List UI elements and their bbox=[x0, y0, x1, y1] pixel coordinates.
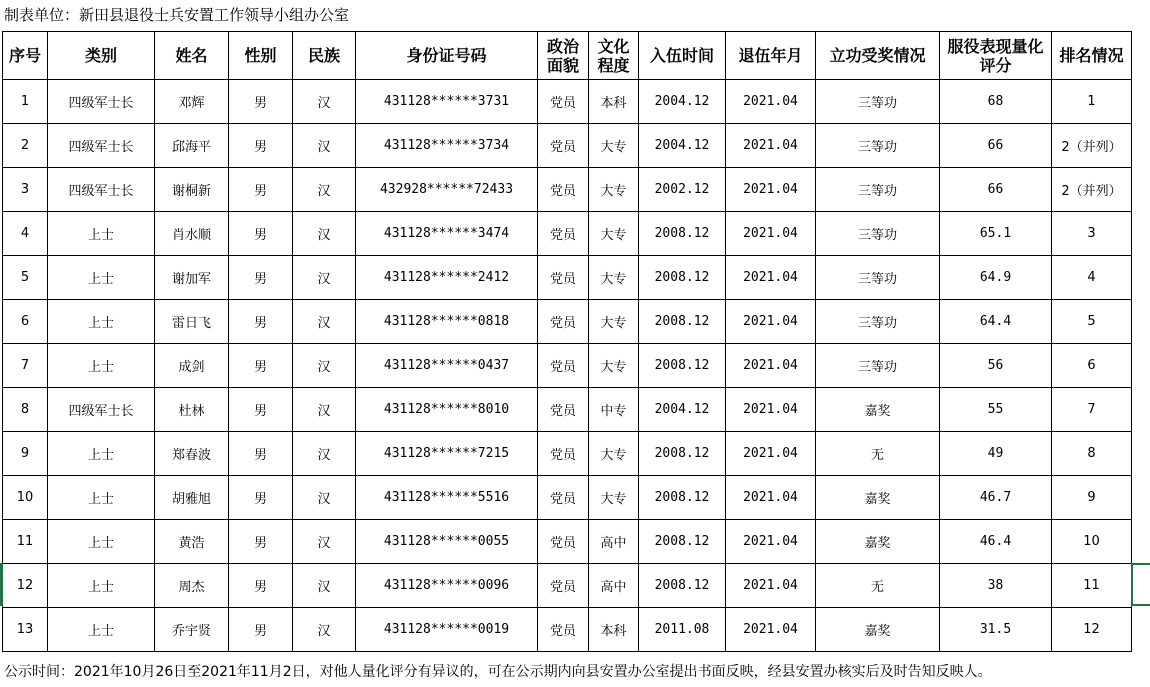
cell-political-status[interactable]: 党员 bbox=[538, 256, 589, 300]
table-row bbox=[3, 168, 1132, 212]
cell-index[interactable]: 4 bbox=[3, 212, 48, 256]
cell-enlist-date[interactable]: 2008.12 bbox=[639, 256, 726, 300]
cell-education[interactable]: 中专 bbox=[589, 388, 639, 432]
cell-rank[interactable]: 2（并列） bbox=[1052, 168, 1132, 212]
col-header-score[interactable]: 服役表现量化 评分 bbox=[940, 32, 1052, 80]
col-header-awards[interactable]: 立功受奖情况 bbox=[816, 32, 940, 80]
cell-id-number[interactable]: 431128******0055 bbox=[356, 520, 538, 564]
cell-political-status[interactable]: 党员 bbox=[538, 388, 589, 432]
cell-score[interactable]: 56 bbox=[940, 344, 1052, 388]
cell-name[interactable]: 郑春波 bbox=[155, 432, 229, 476]
cell-gender[interactable]: 男 bbox=[229, 432, 293, 476]
cell-education[interactable]: 大专 bbox=[589, 344, 639, 388]
cell-enlist-date[interactable]: 2008.12 bbox=[639, 300, 726, 344]
cell-enlist-date[interactable]: 2008.12 bbox=[639, 432, 726, 476]
cell-discharge-date[interactable]: 2021.04 bbox=[726, 300, 816, 344]
cell-name[interactable]: 谢加军 bbox=[155, 256, 229, 300]
cell-awards[interactable]: 三等功 bbox=[816, 168, 940, 212]
cell-gender[interactable]: 男 bbox=[229, 388, 293, 432]
col-header-name[interactable]: 姓名 bbox=[155, 32, 229, 80]
cell-discharge-date[interactable]: 2021.04 bbox=[726, 344, 816, 388]
cell-education[interactable]: 本科 bbox=[589, 608, 639, 652]
cell-discharge-date[interactable]: 2021.04 bbox=[726, 432, 816, 476]
cell-score[interactable]: 55 bbox=[940, 388, 1052, 432]
cell-index[interactable]: 12 bbox=[3, 564, 48, 608]
cell-score[interactable]: 66 bbox=[940, 124, 1052, 168]
cell-rank[interactable]: 10 bbox=[1052, 520, 1132, 564]
cell-awards[interactable]: 嘉奖 bbox=[816, 388, 940, 432]
cell-score[interactable]: 38 bbox=[940, 564, 1052, 608]
cell-ethnicity[interactable]: 汉 bbox=[293, 168, 356, 212]
cell-discharge-date[interactable]: 2021.04 bbox=[726, 256, 816, 300]
cell-score[interactable]: 68 bbox=[940, 80, 1052, 124]
cell-enlist-date[interactable]: 2008.12 bbox=[639, 344, 726, 388]
cell-awards[interactable]: 嘉奖 bbox=[816, 520, 940, 564]
cell-rank[interactable]: 5 bbox=[1052, 300, 1132, 344]
cell-id-number[interactable]: 431128******0019 bbox=[356, 608, 538, 652]
cell-category[interactable]: 上士 bbox=[48, 344, 155, 388]
cell-discharge-date[interactable]: 2021.04 bbox=[726, 124, 816, 168]
table-row bbox=[3, 388, 1132, 432]
cell-score[interactable]: 46.7 bbox=[940, 476, 1052, 520]
cell-education[interactable]: 大专 bbox=[589, 256, 639, 300]
cell-category[interactable]: 上士 bbox=[48, 520, 155, 564]
cell-index[interactable]: 3 bbox=[3, 168, 48, 212]
cell-score[interactable]: 65.1 bbox=[940, 212, 1052, 256]
cell-awards[interactable]: 三等功 bbox=[816, 300, 940, 344]
col-header-id-number[interactable]: 身份证号码 bbox=[356, 32, 538, 80]
table-row bbox=[3, 256, 1132, 300]
cell-discharge-date[interactable]: 2021.04 bbox=[726, 212, 816, 256]
cell-ethnicity[interactable]: 汉 bbox=[293, 124, 356, 168]
cell-rank[interactable]: 3 bbox=[1052, 212, 1132, 256]
cell-index[interactable]: 9 bbox=[3, 432, 48, 476]
col-header-index[interactable]: 序号 bbox=[3, 32, 48, 80]
cell-category[interactable]: 上士 bbox=[48, 256, 155, 300]
cell-score[interactable]: 31.5 bbox=[940, 608, 1052, 652]
cell-ethnicity[interactable]: 汉 bbox=[293, 608, 356, 652]
col-header-enlist-date[interactable]: 入伍时间 bbox=[639, 32, 726, 80]
cell-category[interactable]: 上士 bbox=[48, 212, 155, 256]
cell-awards[interactable]: 嘉奖 bbox=[816, 476, 940, 520]
cell-index[interactable]: 13 bbox=[3, 608, 48, 652]
cell-awards[interactable]: 嘉奖 bbox=[816, 608, 940, 652]
cell-political-status[interactable]: 党员 bbox=[538, 476, 589, 520]
cell-gender[interactable]: 男 bbox=[229, 168, 293, 212]
cell-political-status[interactable]: 党员 bbox=[538, 124, 589, 168]
cell-name[interactable]: 杜林 bbox=[155, 388, 229, 432]
col-header-category[interactable]: 类别 bbox=[48, 32, 155, 80]
cell-ethnicity[interactable]: 汉 bbox=[293, 80, 356, 124]
cell-name[interactable]: 肖水顺 bbox=[155, 212, 229, 256]
cell-gender[interactable]: 男 bbox=[229, 256, 293, 300]
cell-id-number[interactable]: 431128******3734 bbox=[356, 124, 538, 168]
cell-education[interactable]: 大专 bbox=[589, 212, 639, 256]
cell-gender[interactable]: 男 bbox=[229, 300, 293, 344]
table-row bbox=[3, 212, 1132, 256]
cell-category[interactable]: 四级军士长 bbox=[48, 80, 155, 124]
cell-rank[interactable]: 8 bbox=[1052, 432, 1132, 476]
cell-ethnicity[interactable]: 汉 bbox=[293, 388, 356, 432]
cell-rank[interactable]: 9 bbox=[1052, 476, 1132, 520]
cell-discharge-date[interactable]: 2021.04 bbox=[726, 388, 816, 432]
cell-political-status[interactable]: 党员 bbox=[538, 344, 589, 388]
cell-gender[interactable]: 男 bbox=[229, 564, 293, 608]
cell-category[interactable]: 上士 bbox=[48, 300, 155, 344]
cell-name[interactable]: 邓辉 bbox=[155, 80, 229, 124]
cell-rank[interactable]: 11 bbox=[1052, 564, 1132, 608]
cell-discharge-date[interactable]: 2021.04 bbox=[726, 168, 816, 212]
cell-rank[interactable]: 7 bbox=[1052, 388, 1132, 432]
cell-gender[interactable]: 男 bbox=[229, 608, 293, 652]
cell-category[interactable]: 上士 bbox=[48, 432, 155, 476]
cell-education[interactable]: 本科 bbox=[589, 80, 639, 124]
cell-score[interactable]: 46.4 bbox=[940, 520, 1052, 564]
cell-enlist-date[interactable]: 2004.12 bbox=[639, 80, 726, 124]
cell-gender[interactable]: 男 bbox=[229, 476, 293, 520]
cell-discharge-date[interactable]: 2021.04 bbox=[726, 520, 816, 564]
cell-index[interactable]: 2 bbox=[3, 124, 48, 168]
cell-ethnicity[interactable]: 汉 bbox=[293, 300, 356, 344]
cell-enlist-date[interactable]: 2008.12 bbox=[639, 476, 726, 520]
header-row bbox=[3, 32, 1132, 80]
cell-political-status[interactable]: 党员 bbox=[538, 212, 589, 256]
cell-rank[interactable]: 12 bbox=[1052, 608, 1132, 652]
cell-awards[interactable]: 无 bbox=[816, 564, 940, 608]
cell-rank[interactable]: 6 bbox=[1052, 344, 1132, 388]
cell-category[interactable]: 四级军士长 bbox=[48, 124, 155, 168]
col-header-discharge-date[interactable]: 退伍年月 bbox=[726, 32, 816, 80]
cell-education[interactable]: 大专 bbox=[589, 300, 639, 344]
cell-education[interactable]: 大专 bbox=[589, 476, 639, 520]
cell-enlist-date[interactable]: 2008.12 bbox=[639, 564, 726, 608]
cell-index[interactable]: 10 bbox=[3, 476, 48, 520]
cell-id-number[interactable]: 431128******7215 bbox=[356, 432, 538, 476]
cell-gender[interactable]: 男 bbox=[229, 520, 293, 564]
cell-score[interactable]: 64.9 bbox=[940, 256, 1052, 300]
cell-enlist-date[interactable]: 2002.12 bbox=[639, 168, 726, 212]
cell-enlist-date[interactable]: 2008.12 bbox=[639, 520, 726, 564]
table-row bbox=[3, 344, 1132, 388]
cell-ethnicity[interactable]: 汉 bbox=[293, 564, 356, 608]
cell-discharge-date[interactable]: 2021.04 bbox=[726, 564, 816, 608]
cell-discharge-date[interactable]: 2021.04 bbox=[726, 80, 816, 124]
cell-index[interactable]: 7 bbox=[3, 344, 48, 388]
cell-political-status[interactable]: 党员 bbox=[538, 300, 589, 344]
cell-score[interactable]: 66 bbox=[940, 168, 1052, 212]
cell-discharge-date[interactable]: 2021.04 bbox=[726, 476, 816, 520]
cell-name[interactable]: 雷日飞 bbox=[155, 300, 229, 344]
cell-index[interactable]: 1 bbox=[3, 80, 48, 124]
cell-gender[interactable]: 男 bbox=[229, 124, 293, 168]
cell-political-status[interactable]: 党员 bbox=[538, 432, 589, 476]
col-header-political-status[interactable]: 政治 面貌 bbox=[538, 32, 589, 80]
cell-awards[interactable]: 三等功 bbox=[816, 80, 940, 124]
col-header-ethnicity[interactable]: 民族 bbox=[293, 32, 356, 80]
cell-education[interactable]: 高中 bbox=[589, 564, 639, 608]
cell-education[interactable]: 大专 bbox=[589, 124, 639, 168]
cell-ethnicity[interactable]: 汉 bbox=[293, 256, 356, 300]
cell-index[interactable]: 6 bbox=[3, 300, 48, 344]
cell-name[interactable]: 邱海平 bbox=[155, 124, 229, 168]
cell-id-number[interactable]: 431128******5516 bbox=[356, 476, 538, 520]
cell-political-status[interactable]: 党员 bbox=[538, 80, 589, 124]
col-header-rank[interactable]: 排名情况 bbox=[1052, 32, 1132, 80]
col-header-education[interactable]: 文化 程度 bbox=[589, 32, 639, 80]
cell-index[interactable]: 5 bbox=[3, 256, 48, 300]
table-row bbox=[3, 608, 1132, 652]
table-row bbox=[3, 432, 1132, 476]
cell-score[interactable]: 64.4 bbox=[940, 300, 1052, 344]
cell-rank[interactable]: 2（并列） bbox=[1052, 124, 1132, 168]
cell-name[interactable]: 周杰 bbox=[155, 564, 229, 608]
cell-index[interactable]: 8 bbox=[3, 388, 48, 432]
cell-name[interactable]: 谢桐新 bbox=[155, 168, 229, 212]
cell-name[interactable]: 胡雅旭 bbox=[155, 476, 229, 520]
cell-gender[interactable]: 男 bbox=[229, 344, 293, 388]
roster-table bbox=[2, 31, 1132, 652]
cell-name[interactable]: 成剑 bbox=[155, 344, 229, 388]
cell-ethnicity[interactable]: 汉 bbox=[293, 432, 356, 476]
cell-category[interactable]: 上士 bbox=[48, 608, 155, 652]
cell-name[interactable]: 乔宇贤 bbox=[155, 608, 229, 652]
cell-enlist-date[interactable]: 2011.08 bbox=[639, 608, 726, 652]
cell-awards[interactable]: 三等功 bbox=[816, 256, 940, 300]
cell-gender[interactable]: 男 bbox=[229, 80, 293, 124]
cell-category[interactable]: 上士 bbox=[48, 476, 155, 520]
cell-category[interactable]: 四级军士长 bbox=[48, 168, 155, 212]
cell-awards[interactable]: 三等功 bbox=[816, 212, 940, 256]
table-body bbox=[3, 80, 1132, 652]
cell-id-number[interactable]: 431128******3731 bbox=[356, 80, 538, 124]
cell-enlist-date[interactable]: 2004.12 bbox=[639, 124, 726, 168]
table-row bbox=[3, 520, 1132, 564]
col-header-gender[interactable]: 性别 bbox=[229, 32, 293, 80]
cell-index[interactable]: 11 bbox=[3, 520, 48, 564]
cell-awards[interactable]: 无 bbox=[816, 432, 940, 476]
cell-ethnicity[interactable]: 汉 bbox=[293, 344, 356, 388]
cell-education[interactable]: 大专 bbox=[589, 432, 639, 476]
cell-rank[interactable]: 1 bbox=[1052, 80, 1132, 124]
cell-political-status[interactable]: 党员 bbox=[538, 168, 589, 212]
row-selection-marker bbox=[0, 563, 3, 606]
cell-gender[interactable]: 男 bbox=[229, 212, 293, 256]
cell-education[interactable]: 大专 bbox=[589, 168, 639, 212]
table-row bbox=[3, 124, 1132, 168]
cell-ethnicity[interactable]: 汉 bbox=[293, 212, 356, 256]
cell-id-number[interactable]: 431128******0437 bbox=[356, 344, 538, 388]
cell-id-number[interactable]: 431128******8010 bbox=[356, 388, 538, 432]
cell-category[interactable]: 四级军士长 bbox=[48, 388, 155, 432]
cell-name[interactable]: 黄浩 bbox=[155, 520, 229, 564]
cell-political-status[interactable]: 党员 bbox=[538, 608, 589, 652]
notice-footer[interactable]: 公示时间：2021年10月26日至2021年11月2日，对他人量化评分有异议的，可在公示期内向县安置办公室提出书面反映，经县安置办核实后及时告知反映人。 bbox=[4, 664, 992, 680]
cell-ethnicity[interactable]: 汉 bbox=[293, 476, 356, 520]
cell-id-number[interactable]: 432928******72433 bbox=[356, 168, 538, 212]
table-row bbox=[3, 300, 1132, 344]
cell-score[interactable]: 49 bbox=[940, 432, 1052, 476]
table-row bbox=[3, 80, 1132, 124]
cell-id-number[interactable]: 431128******3474 bbox=[356, 212, 538, 256]
cell-awards[interactable]: 三等功 bbox=[816, 124, 940, 168]
selected-cell-outline[interactable] bbox=[1131, 563, 1150, 606]
cell-discharge-date[interactable]: 2021.04 bbox=[726, 608, 816, 652]
cell-political-status[interactable]: 党员 bbox=[538, 564, 589, 608]
table-row bbox=[3, 564, 1132, 608]
cell-awards[interactable]: 三等功 bbox=[816, 344, 940, 388]
cell-enlist-date[interactable]: 2008.12 bbox=[639, 212, 726, 256]
table-row bbox=[3, 476, 1132, 520]
cell-enlist-date[interactable]: 2004.12 bbox=[639, 388, 726, 432]
cell-id-number[interactable]: 431128******0096 bbox=[356, 564, 538, 608]
table-title[interactable]: 制表单位：新田县退役士兵安置工作领导小组办公室 bbox=[4, 6, 350, 24]
cell-ethnicity[interactable]: 汉 bbox=[293, 520, 356, 564]
cell-id-number[interactable]: 431128******0818 bbox=[356, 300, 538, 344]
cell-id-number[interactable]: 431128******2412 bbox=[356, 256, 538, 300]
cell-political-status[interactable]: 党员 bbox=[538, 520, 589, 564]
cell-category[interactable]: 上士 bbox=[48, 564, 155, 608]
cell-education[interactable]: 高中 bbox=[589, 520, 639, 564]
cell-rank[interactable]: 4 bbox=[1052, 256, 1132, 300]
